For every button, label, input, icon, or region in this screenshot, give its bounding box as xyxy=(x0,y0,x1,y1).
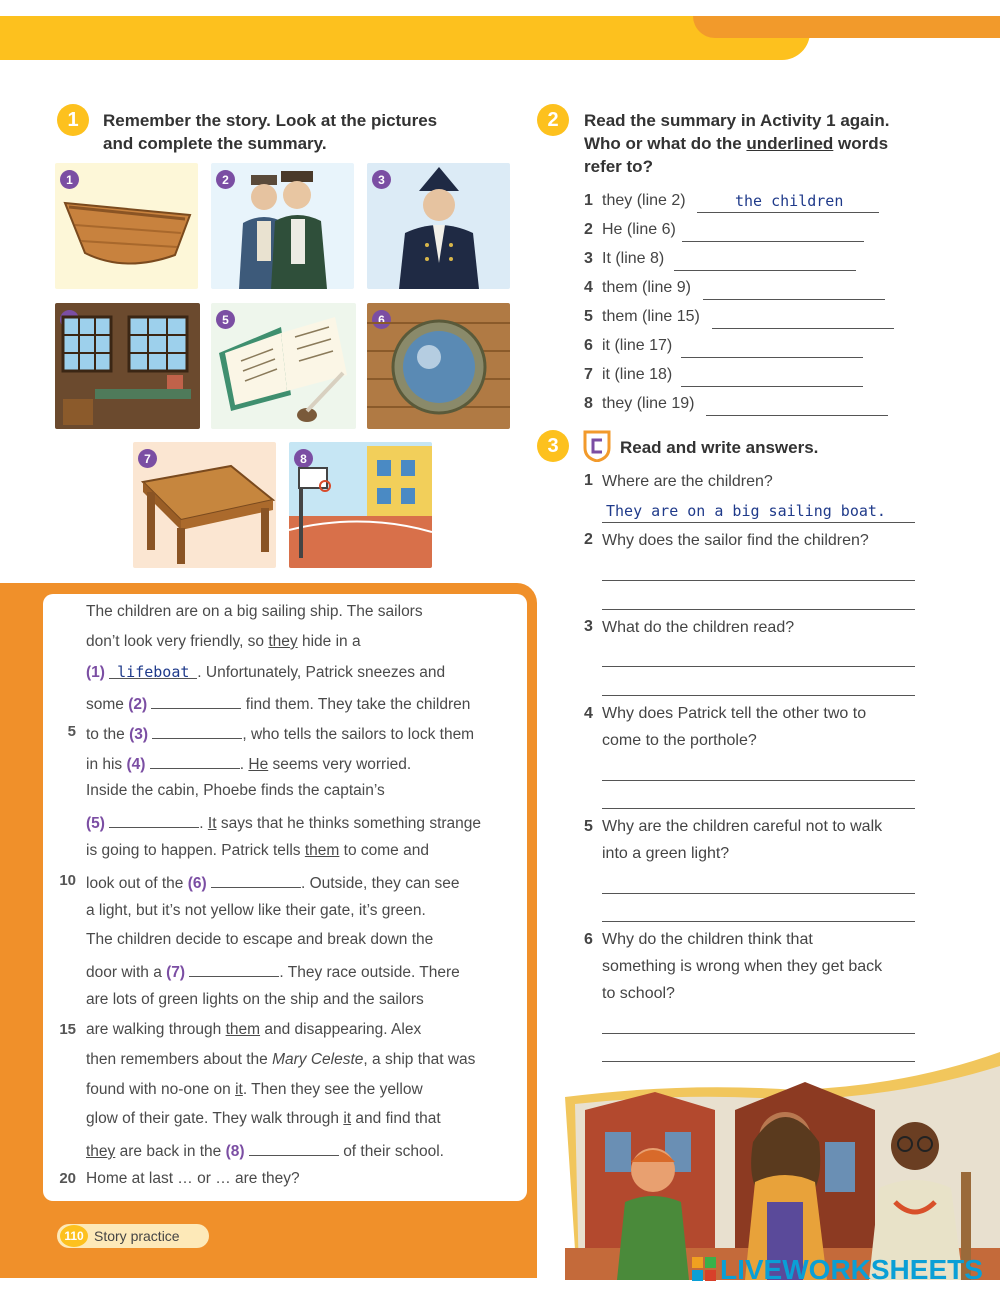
picture-5-logbook xyxy=(211,303,356,429)
picture-8-number: 8 xyxy=(294,449,313,468)
activity-3-q6-text xyxy=(602,926,882,1007)
activity-2-instruction xyxy=(584,109,984,178)
gap-4-answer-field[interactable] xyxy=(150,753,240,769)
activity-3-q4-answer-line-2[interactable] xyxy=(602,808,915,809)
activity-3-q4-answer-line-1[interactable] xyxy=(602,780,915,781)
picture-4-cabin xyxy=(55,303,200,429)
top-banner xyxy=(0,16,810,60)
activity-2-answer-line-2[interactable] xyxy=(682,241,864,242)
picture-7-table xyxy=(133,442,276,568)
story-line-1: The children are on a big sailing ship. The sailors xyxy=(86,603,423,620)
activity-3-q2-number: 2 xyxy=(584,531,593,548)
activity-3-q6-answer-line-1[interactable] xyxy=(602,1033,915,1034)
activity-2-answer-line-4[interactable] xyxy=(703,299,885,300)
story-line-13: door with a (7) . They race outside. There xyxy=(86,961,460,982)
activity-3-q6-line-2: something is wrong when they get back xyxy=(602,958,883,975)
story-line-12: The children decide to escape and break down the xyxy=(86,931,434,948)
porthole-illustration xyxy=(367,303,510,429)
activity-3-q5-text xyxy=(602,813,882,867)
story-line-7: Inside the cabin, Phoebe finds the captain’s xyxy=(86,782,385,799)
picture-2-number: 2 xyxy=(216,170,235,189)
gap-6-answer-field[interactable] xyxy=(211,872,301,888)
picture-6-porthole xyxy=(367,303,510,429)
gap-5-answer-field[interactable] xyxy=(109,812,199,828)
activity-3-instruction: Read and write answers. xyxy=(620,438,819,457)
story-line-19: they are back in the (8) of their school. xyxy=(86,1140,444,1161)
story-line-14: are lots of green lights on the ship and the sailors xyxy=(86,991,424,1008)
activity-2-item-5: 5 them (line 15) xyxy=(584,308,700,325)
activity-2-answer-line-1[interactable] xyxy=(697,212,879,213)
activity-2-answer-line-8[interactable] xyxy=(706,415,888,416)
activity-2-answer-1: the children xyxy=(735,192,844,210)
activity-3-q2-answer-line-2[interactable] xyxy=(602,609,915,610)
table-illustration xyxy=(133,442,276,568)
activity-3-q2-answer-line-1[interactable] xyxy=(602,580,915,581)
activity-2-number: 2 xyxy=(537,104,569,136)
boat-illustration xyxy=(55,163,198,289)
picture-3-number: 3 xyxy=(372,170,391,189)
activity-1-instruction-line1: Remember the story. Look at the pictures xyxy=(103,111,438,130)
activity-2-item-8: 8 they (line 19) xyxy=(584,395,695,412)
activity-3-q4-text xyxy=(602,700,866,754)
activity-3-q4-number: 4 xyxy=(584,705,593,722)
gap-3-answer-field[interactable] xyxy=(152,723,242,739)
activity-2-item-6: 6 it (line 17) xyxy=(584,337,673,354)
activity-3-q6-line-1: Why do the children think that xyxy=(602,931,813,948)
liveworksheets-logo-icon xyxy=(692,1257,716,1281)
picture-2-sailors xyxy=(211,163,354,289)
activity-1-instruction xyxy=(103,109,463,155)
line-number-5: 5 xyxy=(67,723,76,740)
story-line-11: a light, but it’s not yellow like their gate, it’s green. xyxy=(86,902,426,919)
gap-2-answer-field[interactable] xyxy=(151,693,241,709)
activity-2-answer-line-5[interactable] xyxy=(712,328,894,329)
story-line-10: look out of the (6) . Outside, they can see xyxy=(86,872,460,893)
page-number: 110 xyxy=(60,1225,88,1247)
activity-2-answer-line-7[interactable] xyxy=(681,386,863,387)
picture-7-number: 7 xyxy=(138,449,157,468)
section-label: Story practice xyxy=(94,1228,180,1244)
story-line-8: (5) . It says that he thinks something strange xyxy=(86,812,481,833)
activity-3-q5-answer-line-2[interactable] xyxy=(602,921,915,922)
activity-2-instruction-line1: Read the summary in Activity 1 again. xyxy=(584,111,890,130)
activity-3-q5-number: 5 xyxy=(584,818,593,835)
top-banner-accent xyxy=(693,16,1000,38)
liveworksheets-watermark: LIVEWORKSHEETS xyxy=(720,1254,983,1285)
activity-3-q6-number: 6 xyxy=(584,931,593,948)
activity-2-item-2: 2 He (line 6) xyxy=(584,221,676,238)
picture-6-number: 6 xyxy=(372,310,391,329)
story-line-17: found with no-one on it. Then they see the yellow xyxy=(86,1081,423,1098)
sailors-illustration xyxy=(211,163,354,289)
activity-3-q4-line-2: come to the porthole? xyxy=(602,732,757,749)
activity-3-q1-answer: They are on a big sailing boat. xyxy=(606,502,886,520)
captain-illustration xyxy=(367,163,510,289)
story-line-16: then remembers about the Mary Celeste, a ship that was xyxy=(86,1051,476,1068)
story-line-18: glow of their gate. They walk through it and find that xyxy=(86,1110,441,1127)
activity-3-q3-number: 3 xyxy=(584,618,593,635)
activity-2-item-1: 1 they (line 2) xyxy=(584,192,686,209)
activity-3-q4-line-1: Why does Patrick tell the other two to xyxy=(602,705,867,722)
story-line-20: Home at last … or … are they? xyxy=(86,1170,300,1187)
activity-2-item-7: 7 it (line 18) xyxy=(584,366,673,383)
school-yard-illustration xyxy=(289,442,432,568)
line-number-10: 10 xyxy=(59,872,76,889)
cabin-illustration xyxy=(55,303,200,429)
activity-2-instruction-line2: Who or what do the underlined words xyxy=(584,134,889,153)
story-line-15: are walking through them and disappearing. Alex xyxy=(86,1021,422,1038)
activity-2-item-3: 3 It (line 8) xyxy=(584,250,665,267)
critical-thinking-shield-icon xyxy=(583,430,611,462)
activity-2-instruction-line3: refer to? xyxy=(584,157,653,176)
activity-3-q3-answer-line-1[interactable] xyxy=(602,666,915,667)
activity-1-instruction-line2: and complete the summary. xyxy=(103,134,327,153)
story-line-3: (1) lifeboat . Unfortunately, Patrick sneezes and xyxy=(86,663,446,681)
activity-3-q1-number: 1 xyxy=(584,472,593,489)
story-line-5: to the (3) , who tells the sailors to lock them xyxy=(86,723,474,744)
activity-2-answer-line-6[interactable] xyxy=(681,357,863,358)
picture-5-number: 5 xyxy=(216,310,235,329)
activity-3-q3-answer-line-2[interactable] xyxy=(602,695,915,696)
activity-3-q2-text: Why does the sailor find the children? xyxy=(602,532,869,549)
activity-3-q5-line-2: into a green light? xyxy=(602,845,730,862)
gap-7-answer-field[interactable] xyxy=(189,961,279,977)
activity-3-q3-text: What do the children read? xyxy=(602,619,795,636)
story-line-2: don’t look very friendly, so they hide in a xyxy=(86,633,361,650)
gap-1-answer-field[interactable]: lifeboat xyxy=(109,663,197,679)
picture-3-captain xyxy=(367,163,510,289)
picture-1-boat xyxy=(55,163,198,289)
activity-2-answer-line-3[interactable] xyxy=(674,270,856,271)
activity-3-q1-text: Where are the children? xyxy=(602,473,773,490)
activity-3-q6-line-3: to school? xyxy=(602,985,675,1002)
story-line-4: some (2) find them. They take the children xyxy=(86,693,470,714)
picture-1-number: 1 xyxy=(60,170,79,189)
gap-8-answer-field[interactable] xyxy=(249,1140,339,1156)
logbook-illustration xyxy=(211,303,356,429)
children-illustration xyxy=(565,1052,1000,1280)
activity-2-item-4: 4 them (line 9) xyxy=(584,279,691,296)
activity-1-number: 1 xyxy=(57,104,89,136)
activity-3-q5-line-1: Why are the children careful not to walk xyxy=(602,818,883,835)
line-number-15: 15 xyxy=(59,1021,76,1038)
activity-3-number: 3 xyxy=(537,430,569,462)
activity-3-q1-answer-line[interactable] xyxy=(602,522,915,523)
picture-8-school-yard xyxy=(289,442,432,568)
activity-3-q5-answer-line-1[interactable] xyxy=(602,893,915,894)
line-number-20: 20 xyxy=(59,1170,76,1187)
story-line-6: in his (4) . He seems very worried. xyxy=(86,753,411,774)
story-line-9: is going to happen. Patrick tells them to come and xyxy=(86,842,429,859)
